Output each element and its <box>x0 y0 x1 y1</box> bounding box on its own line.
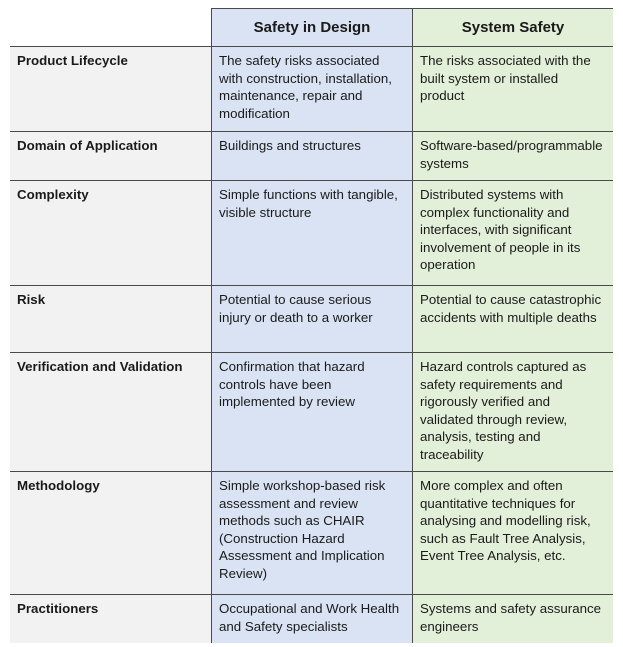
system-safety-cell: The risks associated with the built system or installed product <box>412 47 613 131</box>
safety-in-design-cell: Simple functions with tangible, visible structure <box>211 181 412 285</box>
header-safety-in-design: Safety in Design <box>211 8 412 46</box>
row-label: Methodology <box>10 472 211 594</box>
header-system-safety: System Safety <box>412 8 613 46</box>
table-row-complexity <box>10 181 613 286</box>
comparison-table <box>10 8 613 643</box>
safety-in-design-cell: Simple workshop-based risk assessment and review methods such as CHAIR (Construction Hazard Assessment and Implication Review) <box>211 472 412 594</box>
system-safety-cell: Distributed systems with complex functionality and interfaces, with significant involvement of people in its operation <box>412 181 613 285</box>
row-label: Domain of Application <box>10 132 211 180</box>
system-safety-cell: More complex and often quantitative techniques for analysing and modelling risk, such as Fault Tree Analysis, Event Tree Analysis, etc. <box>412 472 613 594</box>
safety-in-design-cell: Occupational and Work Health and Safety specialists <box>211 595 412 643</box>
header-row <box>10 8 613 47</box>
safety-in-design-cell: The safety risks associated with construction, installation, maintenance, repair and modification <box>211 47 412 131</box>
safety-in-design-cell: Potential to cause serious injury or death to a worker <box>211 286 412 352</box>
system-safety-cell: Software-based/programmable systems <box>412 132 613 180</box>
system-safety-cell: Systems and safety assurance engineers <box>412 595 613 643</box>
table-row-product-lifecycle <box>10 47 613 132</box>
row-label: Verification and Validation <box>10 353 211 471</box>
safety-in-design-cell: Confirmation that hazard controls have been implemented by review <box>211 353 412 471</box>
row-label: Product Lifecycle <box>10 47 211 131</box>
table-row-practitioners <box>10 595 613 643</box>
header-empty-cell <box>10 8 211 46</box>
system-safety-cell: Potential to cause catastrophic accidents with multiple deaths <box>412 286 613 352</box>
table-row-domain <box>10 132 613 181</box>
row-label: Complexity <box>10 181 211 285</box>
safety-in-design-cell: Buildings and structures <box>211 132 412 180</box>
table-row-verification <box>10 353 613 472</box>
table-row-risk <box>10 286 613 353</box>
row-label: Practitioners <box>10 595 211 643</box>
system-safety-cell: Hazard controls captured as safety requirements and rigorously verified and validated through review, analysis, testing and traceability <box>412 353 613 471</box>
row-label: Risk <box>10 286 211 352</box>
table-row-methodology <box>10 472 613 595</box>
